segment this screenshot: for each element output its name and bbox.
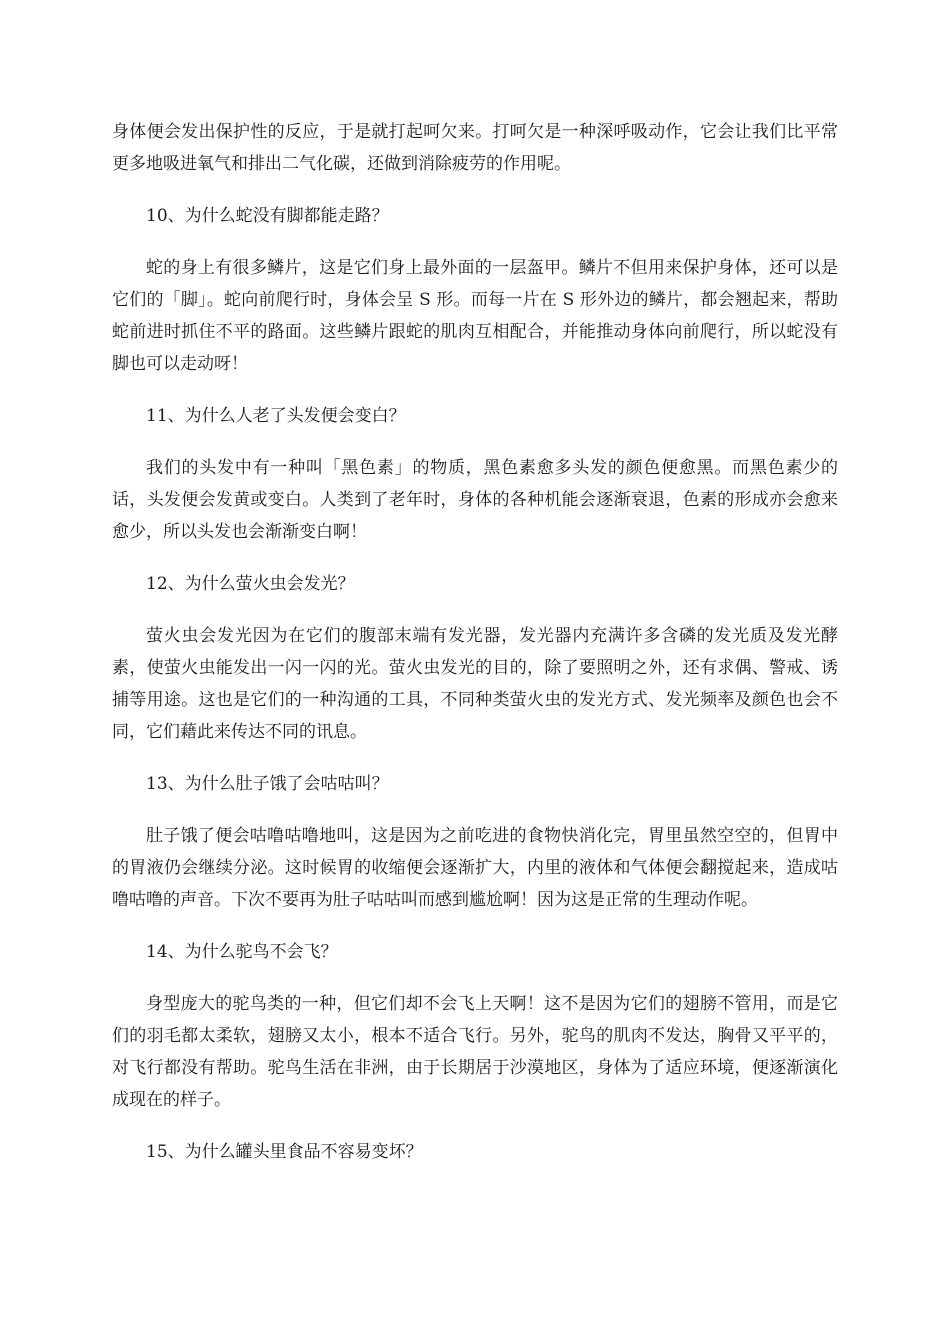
answer-paragraph-12: 萤火虫会发光因为在它们的腹部末端有发光器，发光器内充满许多含磷的发光质及发光酵素，使萤火虫能发出一闪一闪的光。萤火虫发光的目的，除了要照明之外，还有求偶、警戒、诱捕等用途。这也是它们的一种沟通的工具，不同种类萤火虫的发光方式、发光频率及颜色也会不同，它们藉此来传达不同的讯息。: [112, 626, 838, 742]
question-heading-12: 12、为什么萤火虫会发光？: [146, 574, 355, 594]
question-heading-13: 13、为什么肚子饿了会咕咕叫？: [146, 774, 389, 794]
answer-paragraph-14: 身型庞大的驼鸟类的一种，但它们却不会飞上天啊！这不是因为它们的翅膀不管用，而是它们的羽毛都太柔软，翅膀又太小，根本不适合飞行。另外，驼鸟的肌肉不发达，胸骨又平平的，对飞行都没有帮助。驼鸟生活在非洲，由于长期居于沙漠地区，身体为了适应环境，便逐渐演化成现在的样子。: [112, 994, 838, 1110]
answer-paragraph-13: 肚子饿了便会咕噜咕噜地叫，这是因为之前吃进的食物快消化完，胃里虽然空空的，但胃中的胃液仍会继续分泌。这时候胃的收缩便会逐渐扩大，内里的液体和气体便会翻搅起来，造成咕噜咕噜的声音。下次不要再为肚子咕咕叫而感到尴尬啊！因为这是正常的生理动作呢。: [112, 826, 838, 910]
question-heading-11: 11、为什么人老了头发便会变白？: [146, 406, 406, 426]
answer-paragraph-11: 我们的头发中有一种叫「黑色素」的物质，黑色素愈多头发的颜色便愈黑。而黑色素少的话，头发便会发黄或变白。人类到了老年时，身体的各种机能会逐渐衰退，色素的形成亦会愈来愈少，所以头发也会渐渐变白啊！: [112, 458, 838, 542]
question-heading-10: 10、为什么蛇没有脚都能走路？: [146, 206, 389, 226]
question-heading-15: 15、为什么罐头里食品不容易变坏？: [146, 1142, 423, 1162]
answer-paragraph-10: 蛇的身上有很多鳞片，这是它们身上最外面的一层盔甲。鳞片不但用来保护身体，还可以是它们的「脚」。蛇向前爬行时，身体会呈 S 形。而每一片在 S 形外边的鳞片，都会翘起来，帮助蛇前进时抓住不平的路面。这些鳞片跟蛇的肌肉互相配合，并能推动身体向前爬行，所以蛇没有脚也可以走动呀！: [112, 258, 838, 374]
question-heading-14: 14、为什么驼鸟不会飞？: [146, 942, 338, 962]
document-page: [112, 116, 838, 1188]
paragraph-yawn-continued: 身体便会发出保护性的反应，于是就打起呵欠来。打呵欠是一种深呼吸动作，它会让我们比平常更多地吸进氧气和排出二气化碳，还做到消除疲劳的作用呢。: [112, 122, 838, 174]
